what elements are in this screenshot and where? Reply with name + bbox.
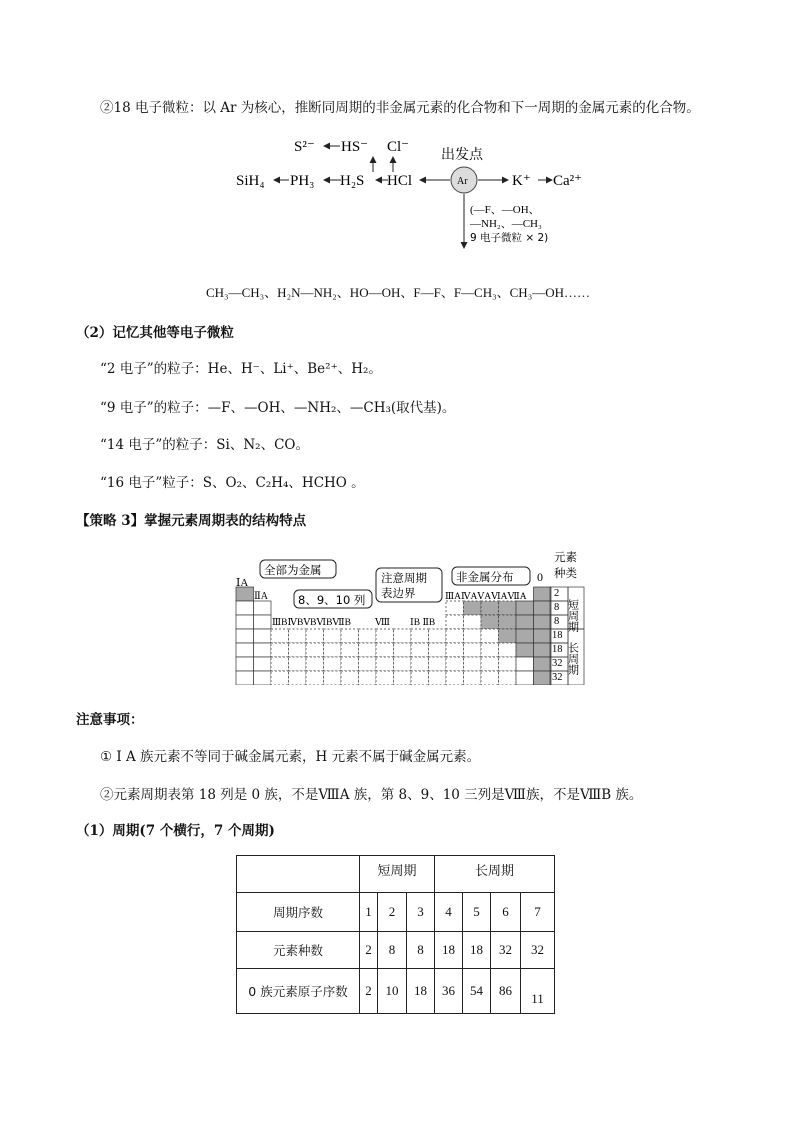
kinds-title-1: 元素 <box>554 550 577 564</box>
groups-ib-label: ⅠB ⅡB <box>410 618 436 628</box>
count-p1: 2 <box>554 588 560 599</box>
down-note-3: 9 电子微粒 × 2) <box>470 232 549 244</box>
pt-cell <box>376 657 394 671</box>
pt-cell <box>306 629 324 643</box>
periodic-table-diagram <box>230 545 590 685</box>
groups-b-label: ⅢBⅣBⅤBⅥBⅦB <box>272 618 352 628</box>
table-cell: 32 <box>491 932 521 969</box>
table-row <box>237 932 555 969</box>
table-cell: 5 <box>463 893 491 932</box>
table-cell: 32 <box>521 932 555 969</box>
pt-cell <box>464 629 482 643</box>
pt-cell <box>394 657 412 671</box>
pt-cell <box>359 643 377 657</box>
pt-cell <box>306 671 324 685</box>
pt-cell <box>446 615 464 629</box>
pt-cell <box>289 643 307 657</box>
long-period-label <box>567 642 580 675</box>
pt-cell <box>254 643 272 657</box>
callout-border-2: 表边界 <box>381 586 416 600</box>
pt-cell <box>429 657 447 671</box>
cl-ion: Cl⁻ <box>387 139 410 155</box>
pt-cell <box>499 601 517 615</box>
pt-cell <box>341 629 359 643</box>
kinds-title-2: 种类 <box>554 566 577 580</box>
table-corner <box>237 856 360 893</box>
down-note-1: (—F、—OH、 <box>470 204 540 216</box>
pt-cell <box>236 629 254 643</box>
pt-cell <box>429 629 447 643</box>
svg-text:长周期: 长周期 <box>566 642 580 675</box>
ar-label: Ar <box>457 176 468 187</box>
pt-cell <box>499 629 517 643</box>
pt-cell <box>254 629 272 643</box>
pt-cell <box>534 657 552 671</box>
long-period-header: 长周期 <box>435 856 555 893</box>
section-18-heading: ②18 电子微粒：以 Ar 为核心，推断同周期的非金属元素的化合物和下一周期的金属元素的化合物。 <box>100 100 700 116</box>
table-cell: 18 <box>407 969 435 1014</box>
table-cell: 8 <box>407 932 435 969</box>
count-p6: 32 <box>552 658 563 669</box>
pt-cell <box>516 671 534 685</box>
svg-text:短周期: 短周期 <box>566 599 580 632</box>
pt-cell <box>534 671 552 685</box>
group-8-label: Ⅷ <box>375 618 390 628</box>
pt-cell <box>464 615 482 629</box>
table-cell: 11 <box>521 969 555 1014</box>
pt-cell <box>499 643 517 657</box>
pt-cell <box>411 657 429 671</box>
pt-cell <box>411 643 429 657</box>
row-label: 元素种数 <box>237 932 360 969</box>
pt-cell <box>289 657 307 671</box>
pt-cell <box>376 643 394 657</box>
table-cell: 7 <box>521 893 555 932</box>
short-period-label <box>567 599 580 632</box>
pt-cell <box>324 657 342 671</box>
pt-cell <box>446 657 464 671</box>
pt-cell <box>446 671 464 685</box>
table-cell: 54 <box>463 969 491 1014</box>
pt-cell <box>534 601 552 615</box>
table-cell: 4 <box>435 893 463 932</box>
groups-a-label: ⅢAⅣAⅤAⅥAⅦA <box>445 592 527 602</box>
k-ion: K⁺ <box>512 173 531 189</box>
table-cell: 18 <box>463 932 491 969</box>
pt-cell <box>516 643 534 657</box>
pt-cell <box>254 657 272 671</box>
pt-cell <box>429 643 447 657</box>
pt-cell <box>341 671 359 685</box>
pt-cell <box>534 629 552 643</box>
pt-cell <box>236 615 254 629</box>
pt-cell <box>271 671 289 685</box>
row-label: 周期序数 <box>237 893 360 932</box>
pt-cell <box>534 587 552 601</box>
count-p5: 18 <box>552 644 563 655</box>
pt-cell <box>411 629 429 643</box>
other-line-9e: “9 电子”的粒子：—F、—OH、—NH₂、—CH₃(取代基)。 <box>100 400 456 416</box>
pt-cell <box>446 629 464 643</box>
pt-cell <box>481 671 499 685</box>
other-line-14e: “14 电子”的粒子：Si、N₂、CO。 <box>100 437 309 453</box>
table-cell: 2 <box>360 969 378 1014</box>
h2s: H₂S <box>340 173 365 189</box>
notes-heading: 注意事项： <box>76 712 144 728</box>
pt-cell <box>534 615 552 629</box>
period-heading: （1）周期(7 个横行，7 个周期) <box>76 823 275 839</box>
pt-cell <box>236 643 254 657</box>
pt-cell <box>481 643 499 657</box>
pt-cell <box>254 615 272 629</box>
table-cell: 10 <box>378 969 407 1014</box>
pt-cell <box>271 657 289 671</box>
18-electron-diagram <box>230 130 610 255</box>
group-1a-label: ⅠA <box>236 577 249 589</box>
pt-cell <box>236 657 254 671</box>
pt-cell <box>464 657 482 671</box>
zero-group-label: 0 <box>537 570 543 584</box>
table-row <box>237 893 555 932</box>
pt-cell <box>446 643 464 657</box>
other-heading: （2）记忆其他等电子微粒 <box>76 325 234 341</box>
row-label: 0 族元素原子序数 <box>237 969 360 1014</box>
pt-cell <box>254 601 272 615</box>
table-cell: 86 <box>491 969 521 1014</box>
pt-cell <box>306 643 324 657</box>
callout-cols: 8、9、10 列 <box>298 593 366 607</box>
pt-cell <box>306 657 324 671</box>
ph3: PH₃ <box>290 173 315 189</box>
pt-cell <box>236 671 254 685</box>
pt-cell <box>289 671 307 685</box>
pt-cell <box>324 629 342 643</box>
pt-cell <box>446 601 464 615</box>
pt-cell <box>516 601 534 615</box>
pt-cell <box>324 671 342 685</box>
combinations-line: CH₃—CH₃、H₂N—NH₂、HO—OH、F—F、F—CH₃、CH₃—OH…… <box>206 285 591 300</box>
table-cell: 1 <box>360 893 378 932</box>
count-p7: 32 <box>552 672 563 683</box>
pt-cell <box>341 643 359 657</box>
start-label: 出发点 <box>441 147 483 163</box>
pt-cell <box>481 601 499 615</box>
table-cell: 6 <box>491 893 521 932</box>
s2-ion: S²⁻ <box>294 139 315 155</box>
count-p4: 18 <box>552 630 563 641</box>
other-line-2e: “2 电子”的粒子：He、H⁻、Li⁺、Be²⁺、H₂。 <box>100 361 382 377</box>
pt-cell <box>534 643 552 657</box>
hcl: HCl <box>387 173 413 189</box>
callout-metal: 全部为金属 <box>264 563 322 577</box>
pt-cell <box>481 629 499 643</box>
pt-cell <box>394 629 412 643</box>
pt-cell <box>516 615 534 629</box>
table-cell: 2 <box>360 932 378 969</box>
table-cell: 2 <box>378 893 407 932</box>
pt-cell <box>359 671 377 685</box>
count-p2: 8 <box>554 602 560 613</box>
pt-cell <box>271 629 289 643</box>
pt-cell <box>394 643 412 657</box>
pt-cell <box>464 643 482 657</box>
pt-cell <box>464 671 482 685</box>
table-cell: 36 <box>435 969 463 1014</box>
pt-cell <box>376 671 394 685</box>
pt-cell <box>394 671 412 685</box>
pt-cell <box>499 671 517 685</box>
pt-cell <box>324 643 342 657</box>
strategy-heading: 【策略 3】掌握元素周期表的结构特点 <box>76 513 307 529</box>
callout-nonmetal: 非金属分布 <box>456 570 514 584</box>
pt-cell <box>499 657 517 671</box>
period-table <box>236 855 555 1014</box>
ca-ion: Ca²⁺ <box>553 173 583 189</box>
pt-cell <box>254 671 272 685</box>
pt-cell <box>289 629 307 643</box>
note-2: ②元素周期表第 18 列是 0 族，不是ⅧA 族，第 8、9、10 三列是Ⅷ族，不是ⅧB 族。 <box>100 787 643 803</box>
table-cell: 3 <box>407 893 435 932</box>
count-p3: 8 <box>554 616 560 627</box>
pt-cell <box>376 629 394 643</box>
pt-cell <box>236 587 254 601</box>
pt-cell <box>481 657 499 671</box>
group-2a-label: ⅡA <box>254 591 269 602</box>
pt-cell <box>499 615 517 629</box>
sih4: SiH₄ <box>236 173 265 189</box>
pt-cell <box>411 671 429 685</box>
pt-cell <box>341 657 359 671</box>
hs-ion: HS⁻ <box>341 139 369 155</box>
pt-cell <box>481 615 499 629</box>
other-line-16e: “16 电子”粒子：S、O₂、C₂H₄、HCHO 。 <box>100 475 365 491</box>
table-cell: 8 <box>378 932 407 969</box>
down-note-2: —NH₂、—CH₃ <box>470 218 542 230</box>
pt-cell <box>516 629 534 643</box>
table-cell: 18 <box>435 932 463 969</box>
pt-cell <box>464 601 482 615</box>
short-period-header: 短周期 <box>360 856 435 893</box>
pt-cell <box>516 657 534 671</box>
pt-cell <box>236 601 254 615</box>
pt-cell <box>271 643 289 657</box>
pt-cell <box>429 671 447 685</box>
note-1: ① Ⅰ A 族元素不等同于碱金属元素，H 元素不属于碱金属元素。 <box>100 749 481 765</box>
pt-cell <box>359 657 377 671</box>
callout-border-1: 注意周期 <box>381 571 427 585</box>
pt-cell <box>359 629 377 643</box>
table-row <box>237 969 555 1014</box>
